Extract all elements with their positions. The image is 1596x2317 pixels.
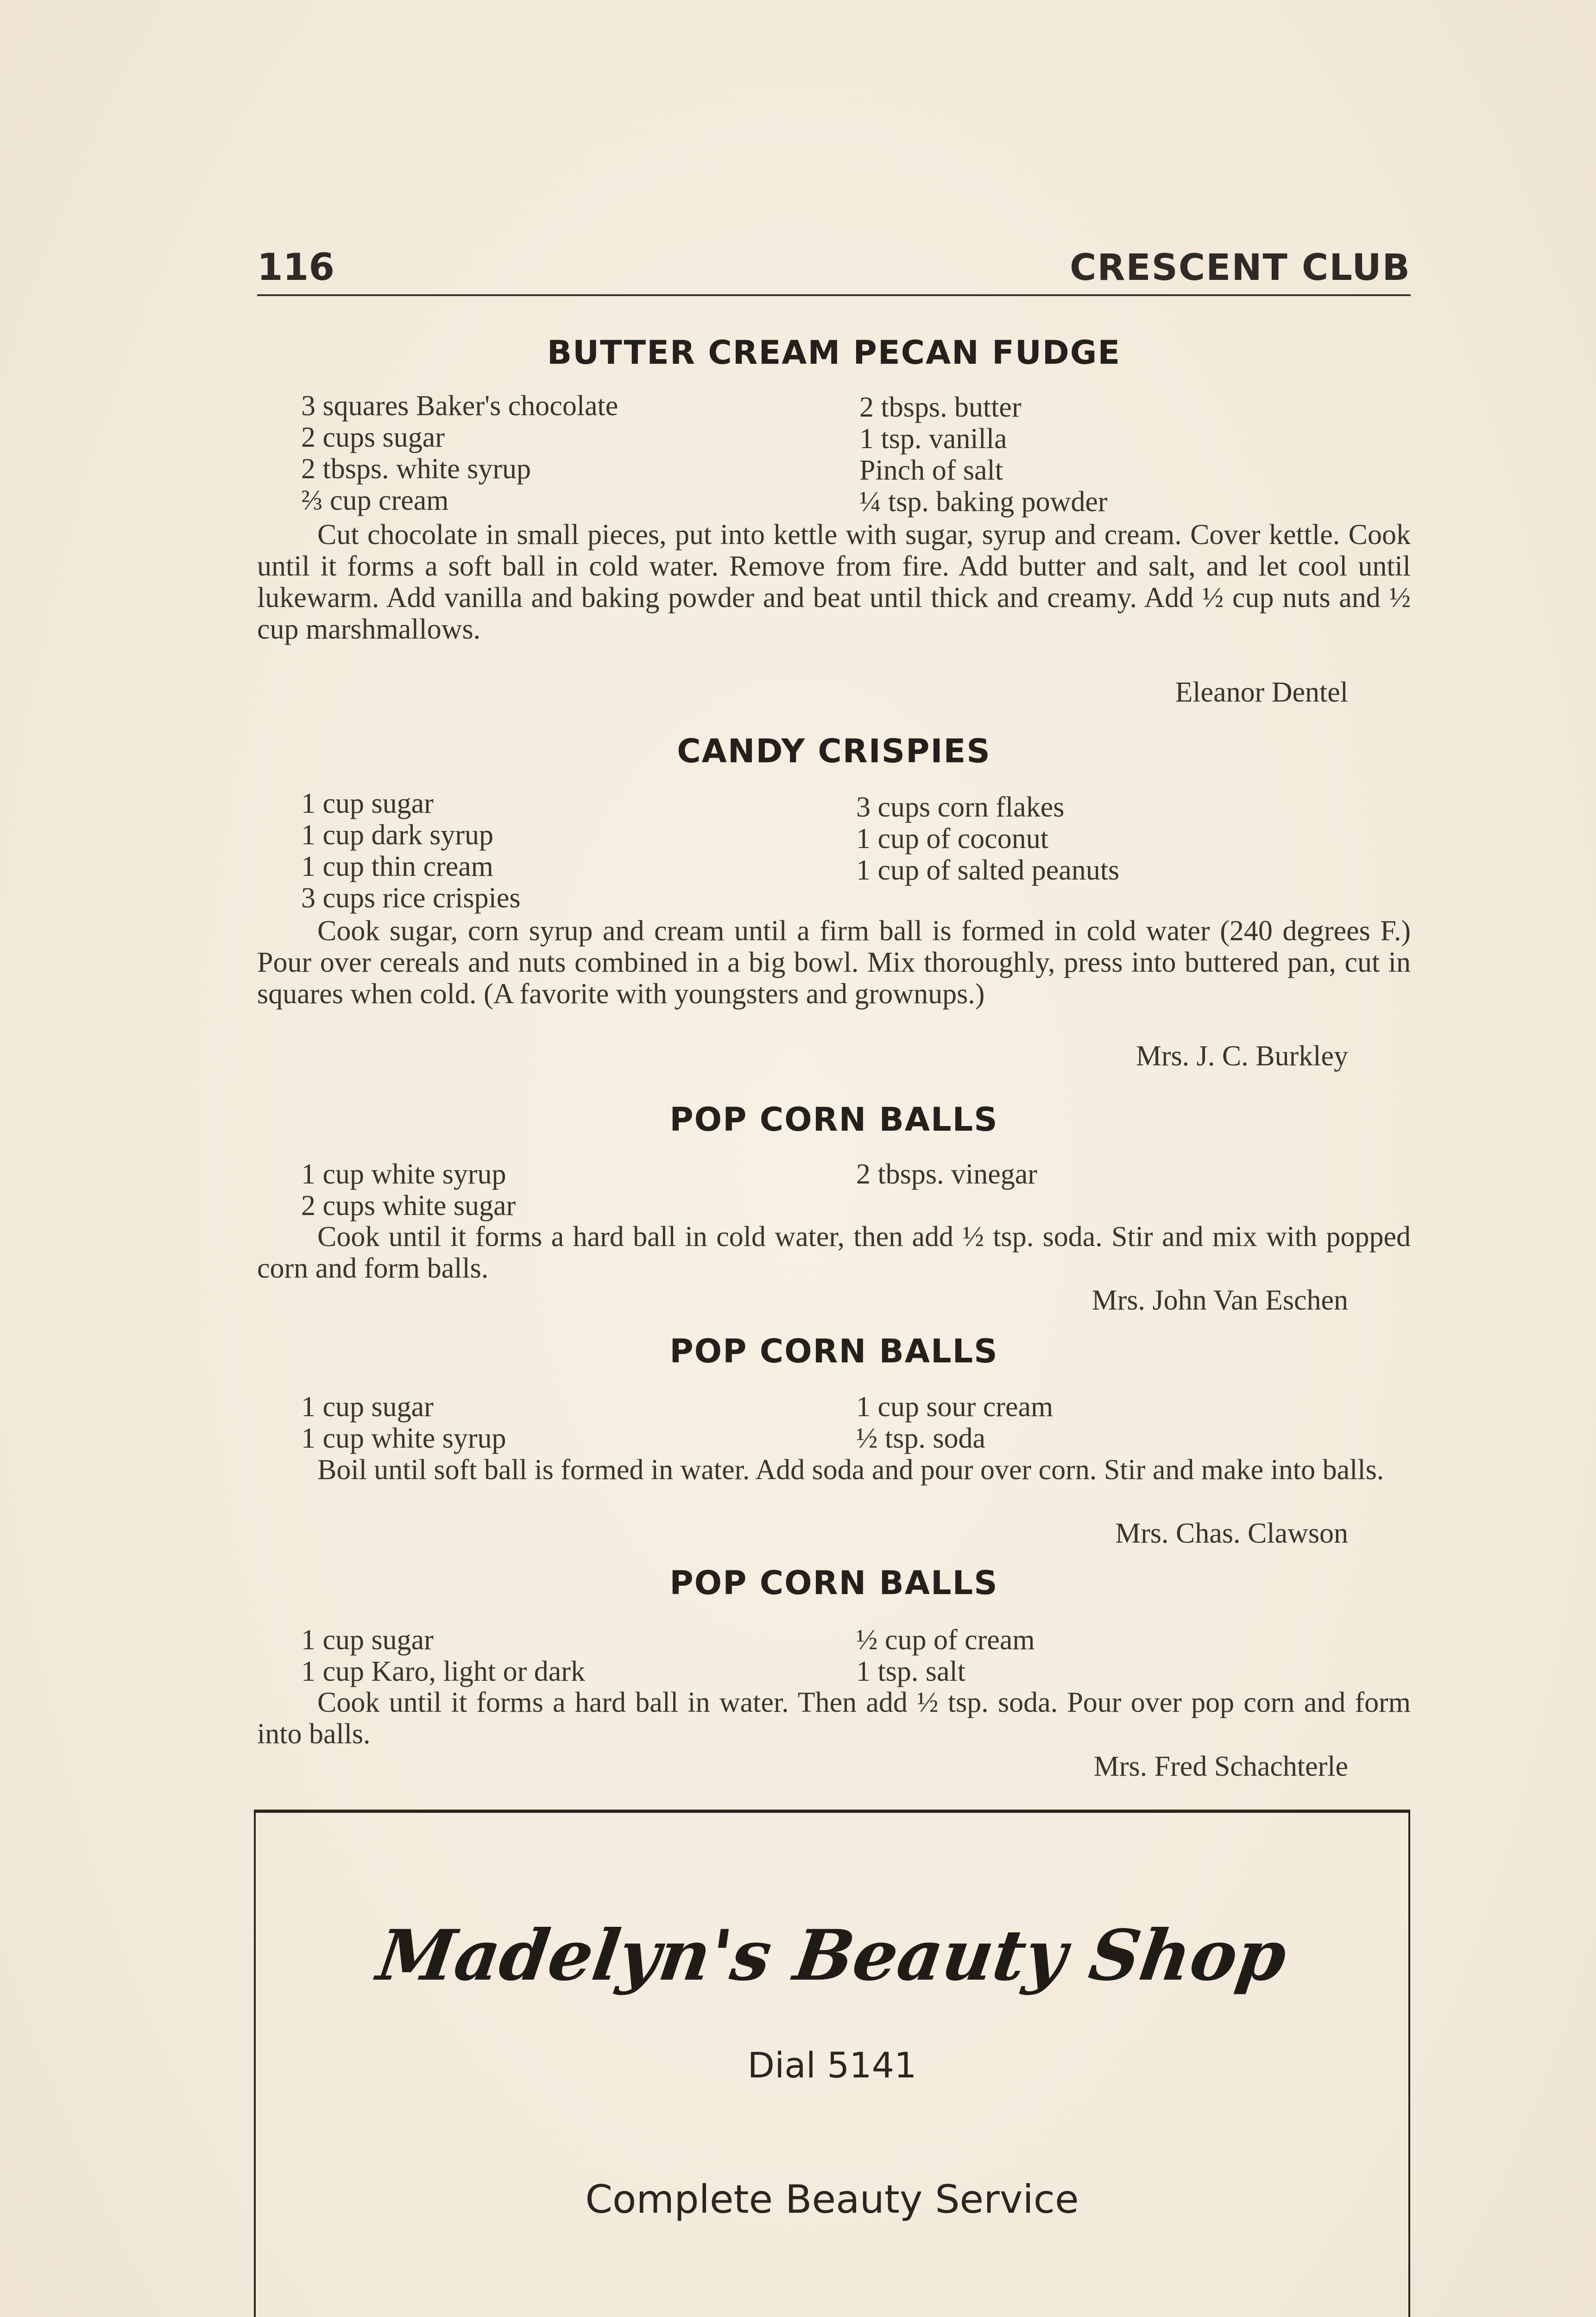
recipe-directions: Cut chocolate in small pieces, put into kettle with sugar, syrup and cream. Cover kettle. Cook until it forms a soft ball in cold water. Remove from fire. Add butter and salt, and let cool until lukewarm. Add vanilla and baking powder and beat until thick and creamy. Add ½ cup nuts and ½ cup marshmallows. (257, 519, 1411, 645)
advertisement-box (254, 1810, 1410, 2317)
ingredient: ⅔ cup cream (301, 485, 449, 516)
ingredient: 2 tbsps. vinegar (856, 1158, 1037, 1190)
ingredient-list-left (301, 788, 520, 914)
ingredient: 2 cups sugar (301, 422, 445, 453)
ingredient-list-right (856, 1391, 1053, 1454)
ingredient-list-left (301, 1158, 516, 1222)
recipe-title: POP CORN BALLS (669, 1332, 998, 1370)
ingredient: 1 cup white syrup (301, 1158, 506, 1190)
ingredient: 1 cup sour cream (856, 1391, 1053, 1423)
ingredient: 3 cups rice crispies (301, 882, 521, 914)
ingredient: 2 cups white sugar (301, 1190, 516, 1222)
ingredient-list-right (859, 392, 1108, 518)
recipe-directions: Cook sugar, corn syrup and cream until a firm ball is formed in cold water (240 degrees F.) Pour over cereals and nuts combined in a big bowl. Mix thoroughly, press into buttered pan, cut in squares when cold. (A favorite with youngsters and grownups.) (257, 915, 1411, 1010)
page-header (257, 241, 1411, 296)
ingredient-list-right (856, 1158, 1037, 1190)
recipe-title: POP CORN BALLS (669, 1564, 998, 1602)
ingredient-list-left (301, 390, 618, 516)
recipe-directions: Boil until soft ball is formed in water. Add soda and pour over corn. Stir and make into balls. (317, 1454, 1384, 1486)
ingredient: 1 cup of coconut (856, 823, 1048, 855)
ingredient-list-right (856, 1624, 1035, 1687)
ad-tagline: Complete Beauty Service (585, 2177, 1079, 2222)
recipe-directions: Cook until it forms a hard ball in cold water, then add ½ tsp. soda. Stir and mix with popped corn and form balls. (257, 1221, 1411, 1284)
ingredient: 3 cups corn flakes (856, 791, 1065, 823)
ad-phone: Dial 5141 (747, 2045, 917, 2086)
recipe-contributor: Mrs. Fred Schachterle (1093, 1751, 1348, 1782)
recipe-directions: Cook until it forms a hard ball in water. Then add ½ tsp. soda. Pour over pop corn and form into balls. (257, 1687, 1411, 1750)
ingredient: 1 cup sugar (301, 1391, 434, 1423)
ingredient: 1 cup sugar (301, 788, 434, 819)
ingredient: 1 cup thin cream (301, 851, 493, 882)
recipe-title: CANDY CRISPIES (677, 732, 991, 770)
ingredient-list-left (301, 1624, 585, 1687)
recipe-contributor: Mrs. Chas. Clawson (1115, 1518, 1348, 1549)
ingredient: 2 tbsps. butter (859, 392, 1022, 423)
ingredient: 1 cup dark syrup (301, 819, 493, 851)
recipe-title: BUTTER CREAM PECAN FUDGE (547, 334, 1121, 372)
ingredient: 2 tbsps. white syrup (301, 453, 531, 485)
ingredient-list-left (301, 1391, 506, 1454)
ingredient: ½ cup of cream (856, 1624, 1035, 1656)
ingredient: 1 tsp. salt (856, 1656, 965, 1687)
ingredient-list-right (856, 791, 1119, 886)
recipe-contributor: Eleanor Dentel (1175, 677, 1348, 708)
page-number: 116 (257, 246, 334, 289)
ingredient: 1 cup of salted peanuts (856, 855, 1120, 886)
ingredient: Pinch of salt (859, 455, 1003, 486)
ad-shop-name: Madelyn's Beauty Shop (372, 1915, 1292, 1996)
recipe-contributor: Mrs. John Van Eschen (1091, 1285, 1348, 1316)
ingredient: 1 cup white syrup (301, 1423, 506, 1454)
recipe-contributor: Mrs. J. C. Burkley (1135, 1040, 1348, 1072)
ingredient: 3 squares Baker's chocolate (301, 390, 618, 422)
ingredient: 1 tsp. vanilla (859, 423, 1007, 455)
recipe-title: POP CORN BALLS (669, 1101, 998, 1139)
running-head: CRESCENT CLUB (1070, 247, 1411, 289)
ingredient: ½ tsp. soda (856, 1423, 985, 1454)
ingredient: 1 cup sugar (301, 1624, 434, 1656)
ingredient: 1 cup Karo, light or dark (301, 1656, 585, 1687)
ingredient: ¼ tsp. baking powder (859, 486, 1108, 518)
